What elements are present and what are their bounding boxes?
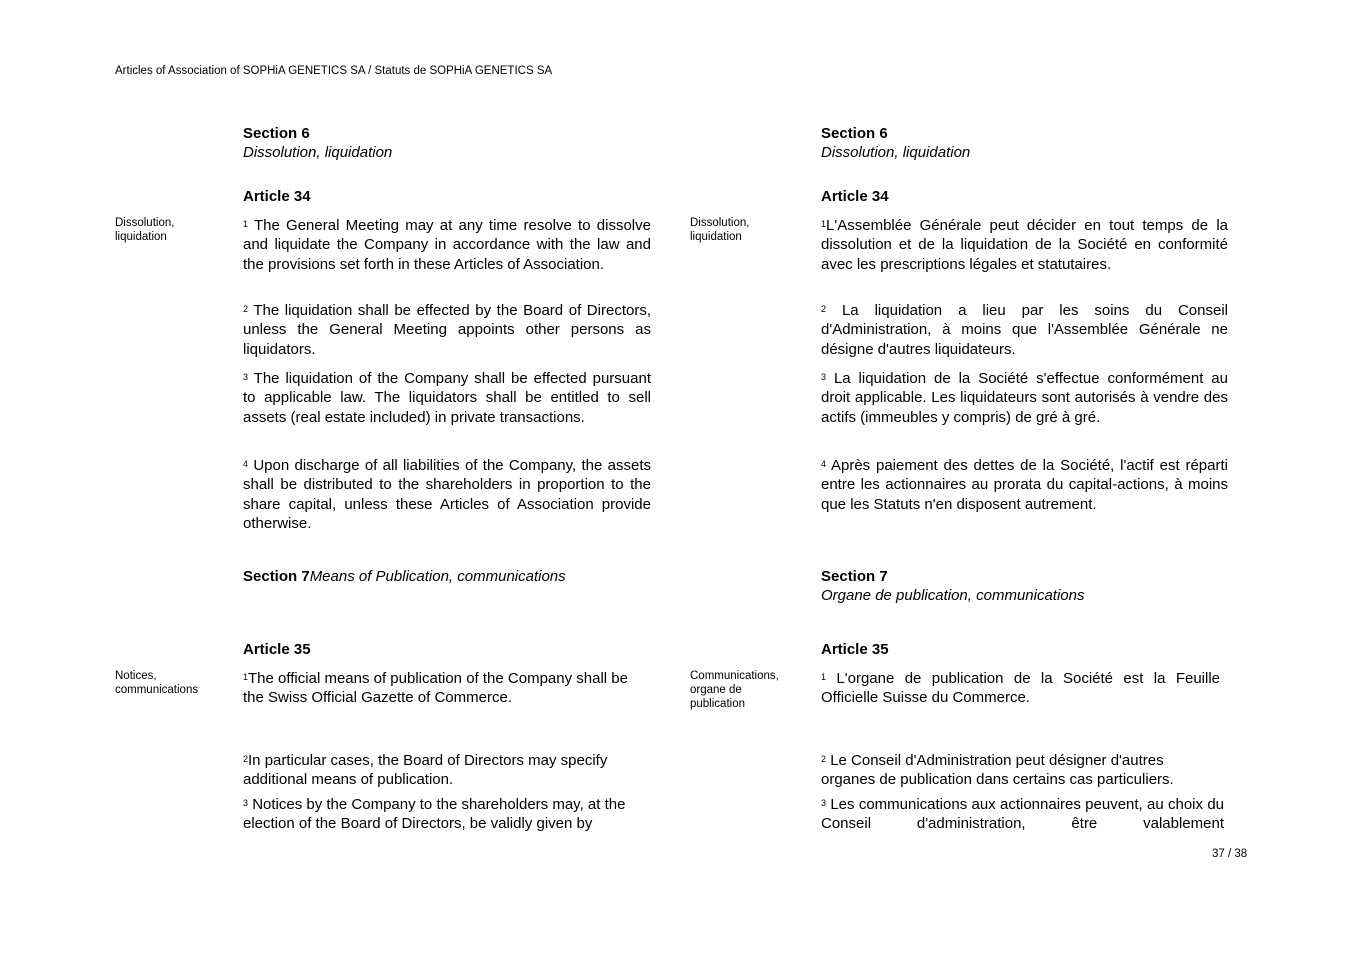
en-section7-title: Section 7: [243, 568, 310, 585]
en-article35-margin-note: Notices, communications: [115, 670, 199, 696]
fr-article35-para2: $^2$ Le Conseil d'Administration peut désigner d'autres organes de publication dans certains cas particuliers.: [821, 752, 1174, 789]
fr-article34-title: Article 34: [821, 188, 889, 205]
en-article34-para4: $^4$ Upon discharge of all liabilities of the Company, the assets shall be distributed to the shareholders in proportion to the share capital, unless these Articles of Association provide otherwise.: [243, 457, 651, 532]
fr-article34-para4: $^4$ Après paiement des dettes de la Société, l'actif est réparti entre les actionnaires au prorata du capital-actions, à moins que les Statuts n'en disposent autrement.: [821, 457, 1228, 513]
en-article34-para2: $^2$ The liquidation shall be effected by the Board of Directors, unless the General Meeting appoints other persons as liquidators.: [243, 302, 651, 358]
fr-section7-title: Section 7: [821, 568, 888, 585]
en-section6-subtitle: Dissolution, liquidation: [243, 144, 393, 161]
fr-section6-title: Section 6: [821, 125, 888, 142]
en-section7-subtitle: Means of Publication, communications: [309, 568, 566, 585]
en-article34-para1: $^1$ The General Meeting may at any time resolve to dissolve and liquidate the Company in accordance with the law and the provisions set forth in these Articles of Association.: [243, 217, 651, 273]
fr-article34-para1: $^1$L'Assemblée Générale peut décider en tout temps de la dissolution et de la liquidation de la Société en conformité avec les prescriptions légales et statutaires.: [821, 217, 1228, 273]
document-header: Articles of Association of SOPHiA GENETICS SA / Statuts de SOPHiA GENETICS SA: [115, 65, 553, 77]
en-article34-title: Article 34: [243, 188, 311, 205]
en-article35-title: Article 35: [243, 641, 311, 658]
fr-section6-subtitle: Dissolution, liquidation: [821, 144, 971, 161]
en-article35-para3: $^3$ Notices by the Company to the shareholders may, at the election of the Board of Directors, be validly given by: [243, 796, 626, 833]
fr-section7-subtitle: Organe de publication, communications: [821, 587, 1085, 604]
en-article34-para3: $^3$ The liquidation of the Company shall be effected pursuant to applicable law. The liquidators shall be entitled to sell assets (real estate included) in private transactions.: [243, 370, 651, 426]
en-section7-heading: [243, 568, 566, 585]
fr-article35-title: Article 35: [821, 641, 889, 658]
en-article35-para2: $^2$In particular cases, the Board of Directors may specify additional means of publication.: [243, 752, 608, 789]
fr-article34-para2: $^2$ La liquidation a lieu par les soins du Conseil d'Administration, à moins que l'Assemblée Générale ne désigne d'autres liquidateurs.: [821, 302, 1228, 358]
fr-article34-margin-note: Dissolution, liquidation: [690, 217, 750, 243]
en-article35-para1: $^1$The official means of publication of the Company shall be the Swiss Official Gazette of Commerce.: [243, 670, 628, 707]
en-article34-margin-note: Dissolution, liquidation: [115, 217, 175, 243]
fr-article35-margin-note: Communications, organe de publication: [690, 670, 779, 710]
fr-article35-para1: $^1$ L'organe de publication de la Société est la Feuille Officielle Suisse du Commerce.: [821, 670, 1221, 707]
fr-article34-para3: $^3$ La liquidation de la Société s'effectue conformément au droit applicable. Les liquidateurs sont autorisés à vendre des actifs (immeubles y compris) de gré à gré.: [821, 370, 1228, 426]
en-section6-title: Section 6: [243, 125, 310, 142]
fr-article35-para3: $^3$ Les communications aux actionnaires peuvent, au choix du Conseil d'administration, être valablement: [821, 796, 1225, 833]
page-number: 37 / 38: [1212, 848, 1248, 860]
